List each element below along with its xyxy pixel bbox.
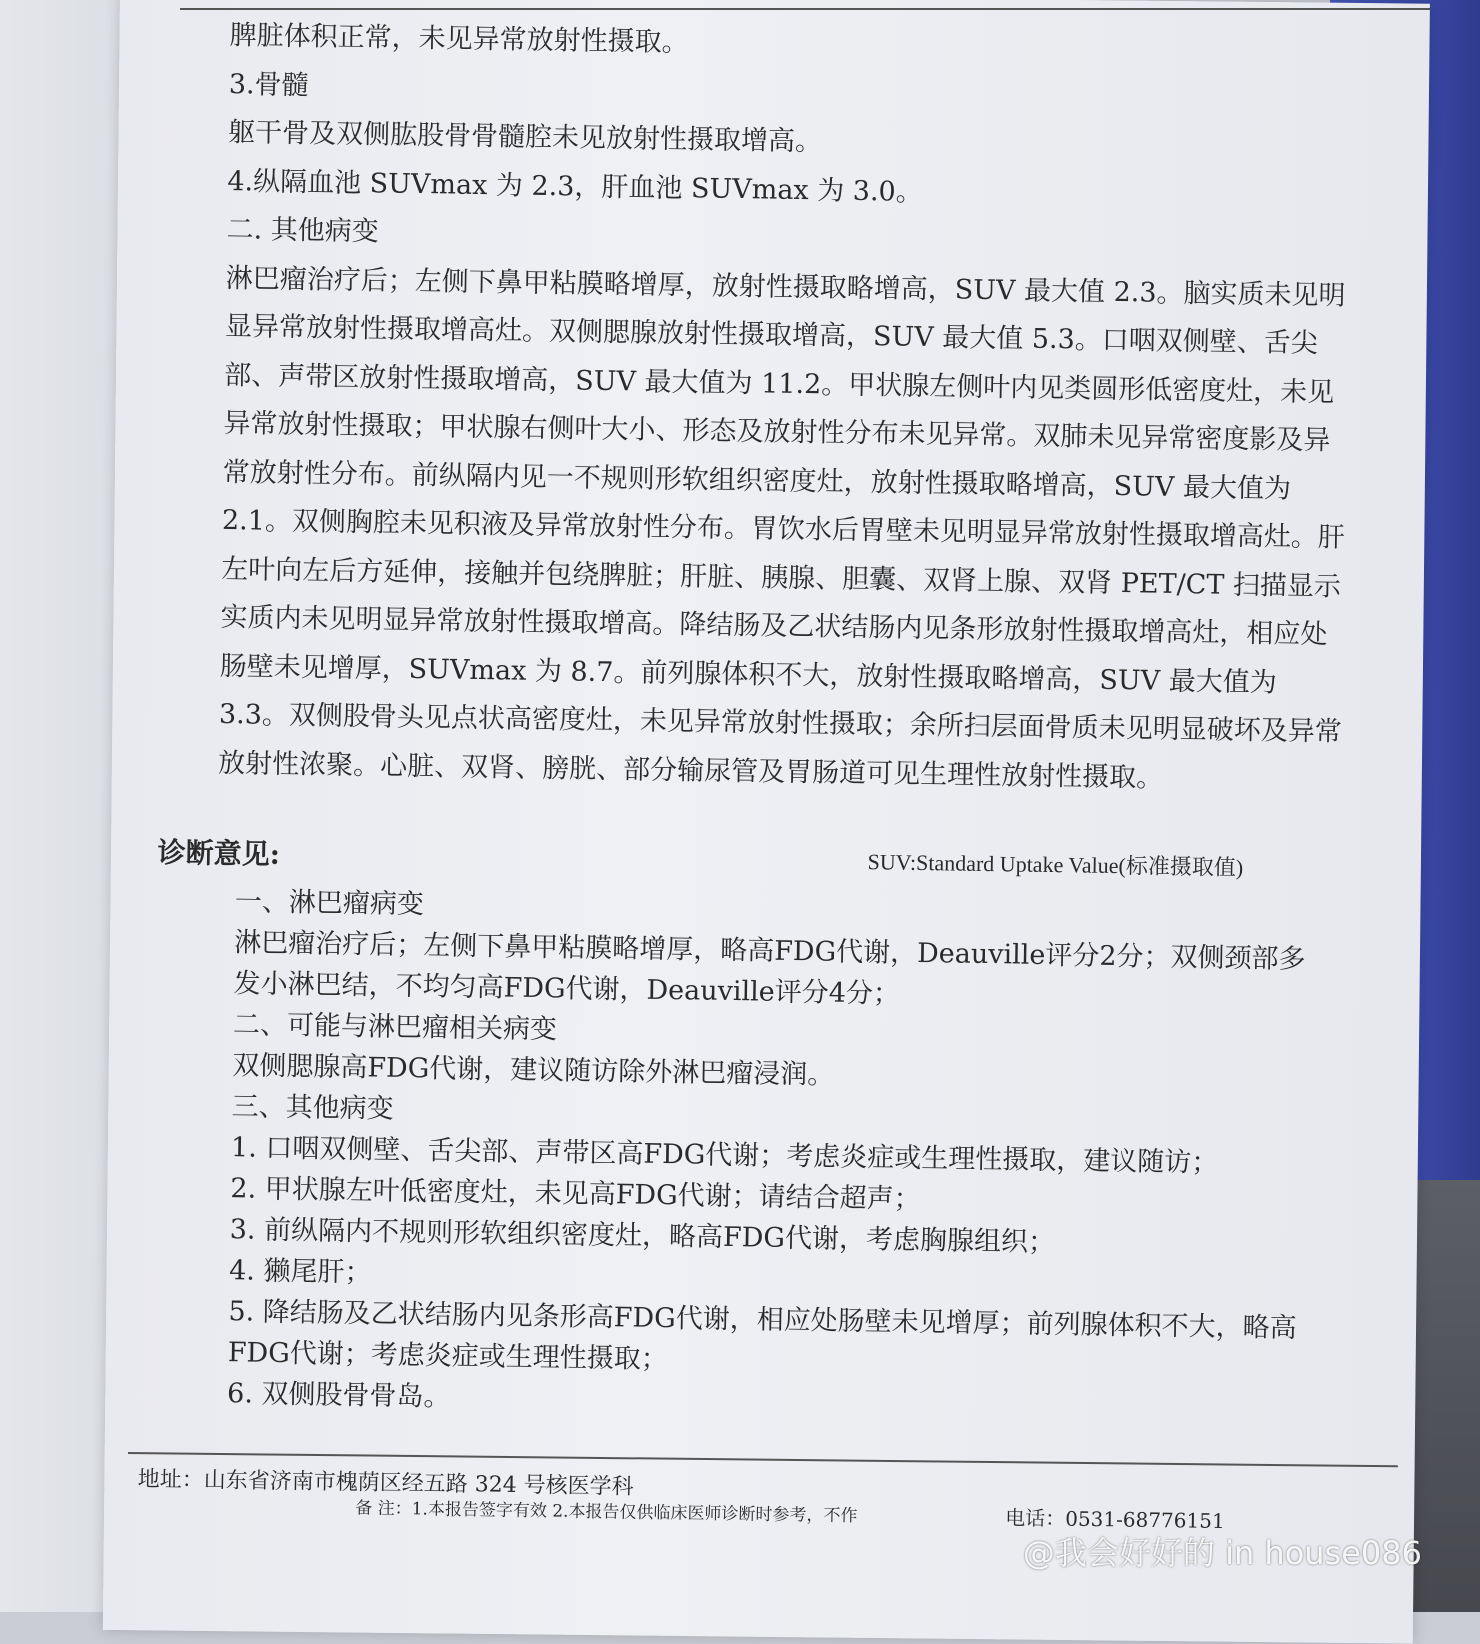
findings-section: [218, 12, 1360, 806]
diagnosis-item: 4. 獭尾肝；: [228, 1255, 372, 1289]
blood-pool-line: 4.纵隔血池 SUVmax 为 2.3，肝血池 SUVmax 为 3.0。: [227, 165, 924, 208]
diagnosis-item: 1. 口咽双侧壁、舌尖部、声带区高FDG代谢；考虑炎症或生理性摄取，建议随访；: [230, 1132, 1219, 1179]
top-divider: [180, 8, 1430, 10]
watermark-text: @我会好好的 in house086: [1022, 1534, 1422, 1572]
diagnosis-item: 5. 降结肠及乙状结肠内见条形高FDG代谢，相应处肠壁未见增厚；前列腺体积不大，略高FDG代谢；考虑炎症或生理性摄取；: [227, 1296, 1297, 1376]
diagnosis-item: 6. 双侧股骨骨岛。: [226, 1378, 451, 1413]
footer-address: 地址：山东省济南市槐荫区经五路 324 号核医学科: [137, 1466, 634, 1500]
diagnosis-sec3-heading: 三、其他病变: [231, 1091, 394, 1125]
other-lesions-heading: 二. 其他病变: [226, 213, 379, 248]
diagnosis-item: 2. 甲状腺左叶低密度灶，未见高FDG代谢；请结合超声；: [230, 1173, 921, 1216]
diagnosis-title: 诊断意见:: [157, 835, 281, 871]
marrow-text: 躯干骨及双侧肱股骨骨髓腔未见放射性摄取增高。: [227, 116, 823, 158]
footer-phone: 电话：0531-68776151: [1005, 1505, 1225, 1534]
diagnosis-sec1-heading: 一、淋巴瘤病变: [234, 886, 425, 921]
suv-definition-note: SUV:Standard Uptake Value(标准摄取值): [867, 849, 1244, 881]
other-lesions-text: 淋巴瘤治疗后；左侧下鼻甲粘膜略增厚，放射性摄取略增高，SUV 最大值 2.3。脑实质未见明显异常放射性摄取增高灶。双侧腮腺放射性摄取增高，SUV 最大值 5.3。口咽双侧壁、舌尖部、声带区放射性摄取增高，SUV 最大值为 11.2。甲状腺左侧叶内见类圆形低密度灶，未见异常放射性摄取；甲状腺右侧叶大小、形态及放射性分布未见异常。双肺未见异常密度影及异常放射性分布。前纵隔内见一不规则形软组织密度灶，放射性摄取略增高，SUV 最大值为 2.1。双侧胸腔未见积液及异常放射性分布。胃饮水后胃壁未见明显异常放射性摄取增高灶。肝左叶向左后方延伸，接触并包绕脾脏；肝脏、胰腺、胆囊、双肾上腺、双肾 PET/CT 扫描显示实质内未见明显异常放射性摄取增高。降结肠及乙状结肠内见条形放射性摄取增高灶，相应处肠壁未见增厚，SUVmax 为 8.7。前列腺体积不大，放射性摄取略增高，SUV 最大值为 3.3。双侧股骨头见点状高密度灶，未见异常放射性摄取；余所扫层面骨质未见明显破坏及异常放射性浓聚。心脏、双肾、膀胱、部分输尿管及胃肠道可见生理性放射性摄取。: [217, 262, 1346, 794]
marrow-heading: 3.骨髓: [228, 68, 309, 101]
footer-notes: 备 注：1.本报告签字有效 2.本报告仅供临床医师诊断时参考，不作: [355, 1498, 858, 1527]
diagnosis-sec2-text: 双侧腮腺高FDG代谢，建议随访除外淋巴瘤浸润。: [232, 1050, 835, 1091]
diagnosis-item: 3. 前纵隔内不规则形软组织密度灶，略高FDG代谢，考虑胸腺组织；: [229, 1214, 1056, 1259]
diagnosis-sec2-heading: 二、可能与淋巴瘤相关病变: [232, 1009, 558, 1046]
diagnosis-sec1-text: 淋巴瘤治疗后；左侧下鼻甲粘膜略增厚，略高FDG代谢，Deauville评分2分；双侧颈部多发小淋巴结，不均匀高FDG代谢，Deauville评分4分；: [233, 927, 1306, 1010]
spleen-line: 脾脏体积正常，未见异常放射性摄取。: [229, 19, 689, 59]
diagnosis-body: [227, 881, 1315, 1431]
